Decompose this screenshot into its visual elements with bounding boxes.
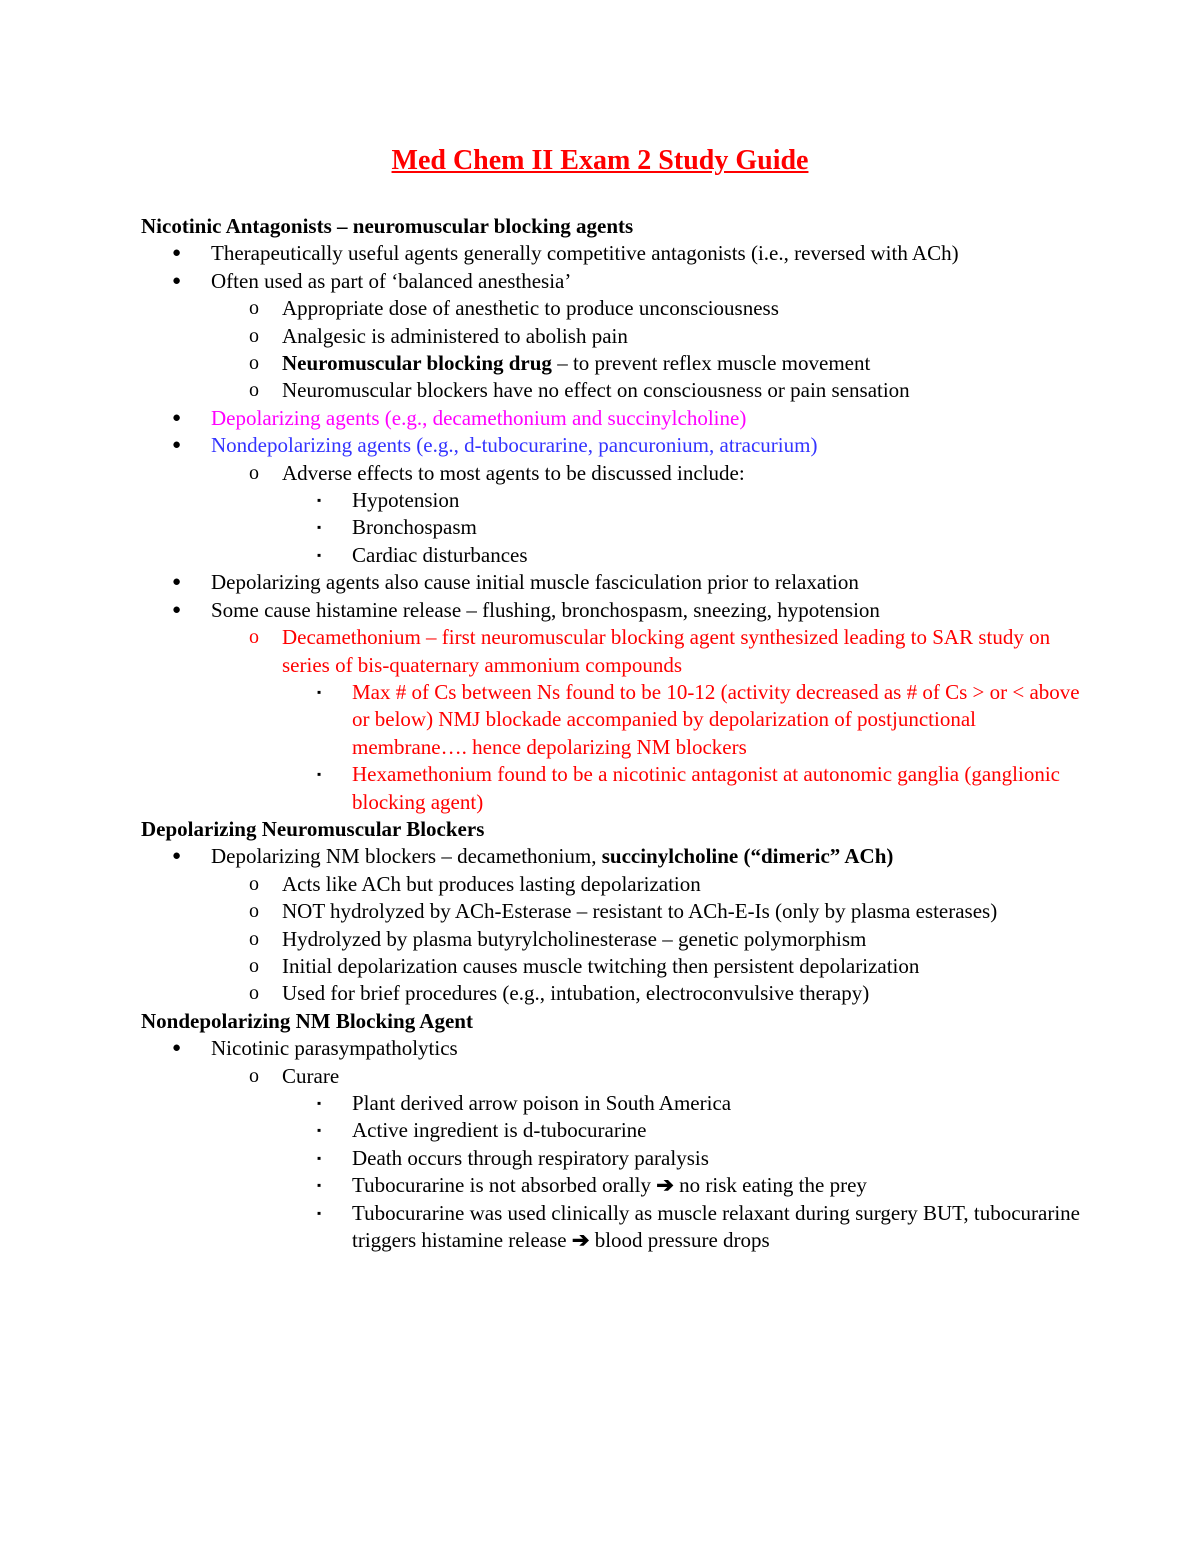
list-item-text: Nondepolarizing agents (e.g., d-tubocurarine, pancuronium, atracurium) [211,433,818,458]
list-item [141,405,1081,432]
list-item-text: Acts like ACh but produces lasting depolarization [282,871,701,896]
bullet-square: ▪ [317,1096,322,1110]
sub-list [211,1063,1081,1255]
list-item [211,980,1081,1007]
bullet-circle: o [249,297,259,320]
list-item [211,953,1081,980]
list-item [211,871,1081,898]
list-item [282,1145,1081,1172]
bullet-list [141,843,1081,1007]
list-item [141,569,1081,596]
document-body [141,213,1081,1254]
bullet-circle: o [249,1064,259,1087]
bullet-square: ▪ [317,1123,322,1138]
list-item-text: Hydrolyzed by plasma butyrylcholinesterase – genetic polymorphism [282,926,867,951]
bullet-square: ▪ [317,1150,322,1165]
list-item [282,542,1081,569]
bullet-circle: o [249,954,259,977]
list-item [282,679,1081,761]
bullet-list [141,240,1081,816]
arrow-right-icon: ➔ [571,1228,590,1253]
bullet-dot: ● [172,848,182,865]
bullet-square: ▪ [317,684,322,699]
bullet-circle: o [249,352,259,375]
bullet-square: ▪ [317,1178,322,1193]
list-item [211,323,1081,350]
bold-term: succinylcholine (“dimeric” ACh) [601,844,894,869]
list-item-text: NOT hydrolyzed by ACh-Esterase – resistant to ACh-E-Is (only by plasma esterases) [282,899,998,924]
bullet-dot: ● [172,1040,182,1057]
sub-sub-list [282,679,1081,816]
bold-term: Neuromuscular blocking drug [282,351,552,376]
page-title: Med Chem II Exam 2 Study Guide [391,145,809,176]
list-item [211,350,1081,377]
bullet-square: ▪ [317,547,322,562]
list-item-text: Curare [282,1063,340,1088]
list-item [141,1035,1081,1254]
bullet-circle: o [249,927,259,950]
sub-list [211,295,1081,405]
list-item-text: Plant derived arrow poison in South America [352,1091,732,1115]
list-item-text: Depolarizing NM blockers – decamethonium, [211,844,602,869]
list-item-text: Hypotension [352,488,460,513]
list-item-text: Nicotinic parasympatholytics [211,1036,458,1061]
sub-list [211,871,1081,1008]
bullet-circle: o [249,626,259,649]
arrow-right-icon: ➔ [656,1173,674,1198]
bullet-square: ▪ [317,493,322,508]
list-item [282,1200,1081,1255]
bullet-circle: o [249,461,259,484]
list-item-text: Some cause histamine release – flushing, bronchospasm, sneezing, hypotension [211,597,880,622]
list-item-text: Cardiac disturbances [352,542,528,567]
list-item [282,1090,1081,1117]
list-item-text: Decamethonium – first neuromuscular blocking agent synthesized leading to SAR study on series of bis-quaternary ammonium compounds [282,625,1051,677]
sub-sub-list [282,487,1081,569]
list-item [141,432,1081,569]
bullet-dot: ● [172,574,182,591]
section-heading-nondepolarizing-agent: Nondepolarizing NM Blocking Agent [141,1008,473,1033]
list-item-text: Depolarizing agents also cause initial muscle fasciculation prior to relaxation [211,570,859,595]
list-item-text: blood pressure drops [589,1228,770,1253]
list-item [211,624,1081,816]
bullet-square: ▪ [317,520,322,535]
list-item [282,761,1081,816]
bullet-dot: ● [172,245,182,262]
list-item-text: Active ingredient is d-tubocurarine [352,1118,647,1143]
list-item-text: Max # of Cs between Ns found to be 10-12 (activity decreased as # of Cs > or < above or below) NMJ blockade accompanied by depolarization of postjunctional membrane…. hence depolarizing NM blockers [352,679,1080,759]
list-item-text: Initial depolarization causes muscle twitching then persistent depolarization [282,953,920,978]
bullet-dot: ● [172,437,182,454]
list-item [211,460,1081,570]
sub-list [211,460,1081,570]
list-item [141,268,1081,405]
bullet-circle: o [249,379,259,402]
list-item-text: Hexamethonium found to be a nicotinic antagonist at autonomic ganglia (ganglionic blocking agent) [352,762,1060,814]
sub-sub-list [282,1090,1081,1254]
list-item-text: Therapeutically useful agents generally competitive antagonists (i.e., reversed with ACh) [211,241,959,266]
bullet-dot: ● [172,272,182,289]
bullet-circle: o [249,872,259,895]
sub-list [211,624,1081,816]
bullet-square: ▪ [317,767,322,782]
bullet-list [141,1035,1081,1254]
list-item-text: Used for brief procedures (e.g., intubation, electroconvulsive therapy) [282,981,870,1006]
list-item [282,487,1081,514]
list-item-text: Appropriate dose of anesthetic to produce unconsciousness [282,296,779,321]
list-item [211,295,1081,322]
list-item [211,1063,1081,1255]
list-item [211,898,1081,925]
list-item-text: Tubocurarine was used clinically as muscle relaxant during surgery BUT, tubocurarine triggers histamine release [352,1200,1080,1253]
list-item [141,240,1081,267]
list-item-text: Depolarizing agents (e.g., decamethonium and succinylcholine) [211,405,747,430]
list-item [211,377,1081,404]
list-item [211,926,1081,953]
bullet-square: ▪ [317,1205,322,1220]
section-heading-nicotinic-antagonists: Nicotinic Antagonists – neuromuscular blocking agents [141,214,634,238]
list-item [282,1172,1081,1199]
list-item [282,514,1081,541]
list-item-text: Tubocurarine is not absorbed orally [352,1173,657,1198]
list-item [141,597,1081,816]
section-heading-depolarizing-blockers: Depolarizing Neuromuscular Blockers [141,816,485,841]
bullet-circle: o [249,324,259,347]
list-item-text: Adverse effects to most agents to be discussed include: [282,460,745,485]
list-item [282,1117,1081,1144]
list-item-text: Neuromuscular blockers have no effect on consciousness or pain sensation [282,378,910,403]
list-item-text: Bronchospasm [352,515,477,540]
list-item-text: no risk eating the prey [673,1173,867,1198]
bullet-dot: ● [172,409,182,426]
bullet-dot: ● [172,601,182,618]
list-item [141,843,1081,1007]
list-item-text: Analgesic is administered to abolish pain [282,323,628,348]
bullet-circle: o [249,900,259,923]
list-item-text: Often used as part of ‘balanced anesthesia’ [211,268,572,293]
list-item-text: Death occurs through respiratory paralysis [352,1145,709,1170]
list-item-text: – to prevent reflex muscle movement [551,351,871,376]
bullet-circle: o [249,982,259,1005]
